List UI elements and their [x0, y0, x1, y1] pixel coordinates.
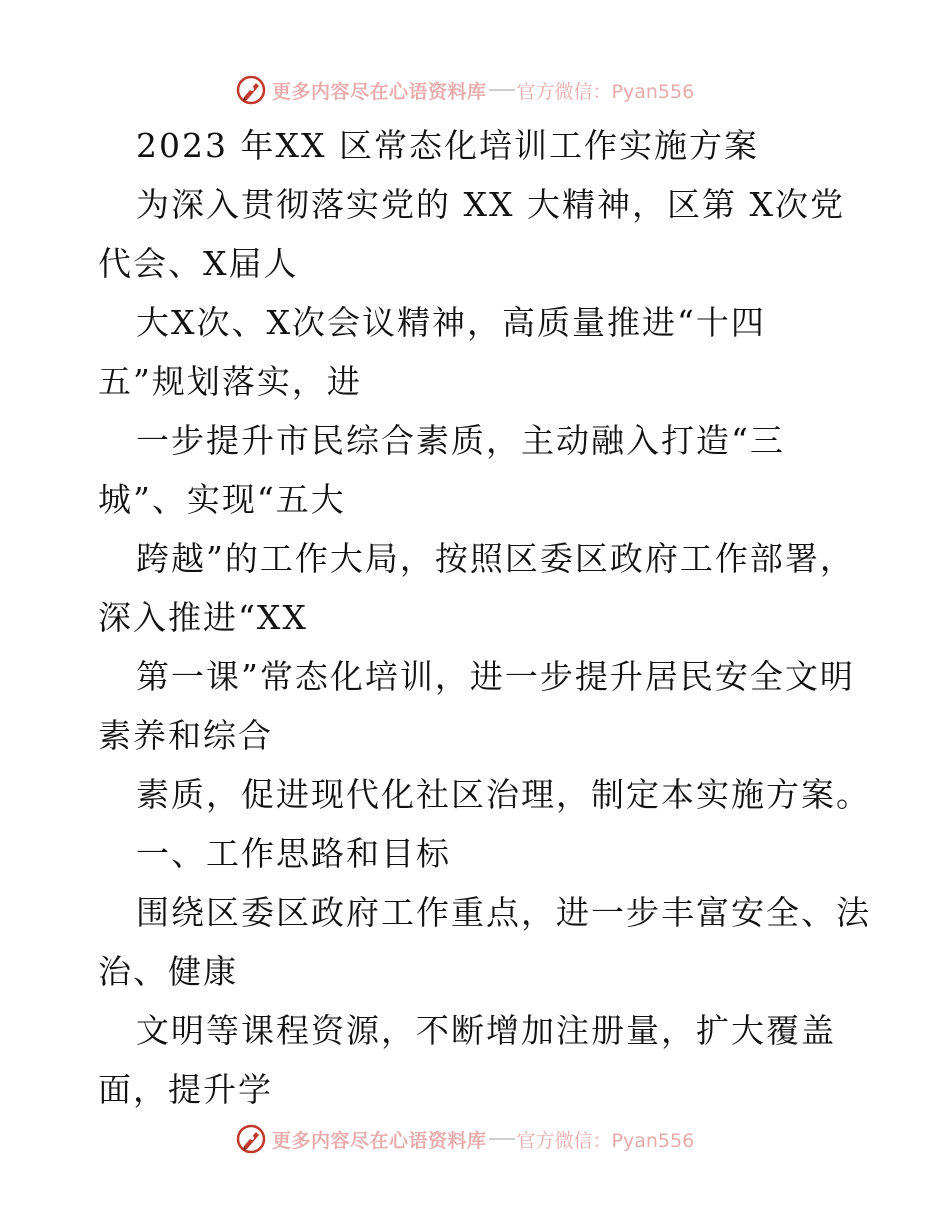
watermark-dash	[489, 1138, 515, 1140]
text-line: 素养和综合	[98, 716, 273, 755]
header-watermark	[236, 74, 694, 106]
text-line: 大X次、X次会议精神，高质量推进“十四	[136, 303, 766, 342]
text-line: 为深入贯彻落实党的 XX 大精神，区第 X次党	[136, 185, 845, 224]
text-line: 五”规划落实，进	[98, 362, 362, 401]
watermark-wechat-text: 官方微信：Pyan556	[516, 1129, 695, 1152]
text-line: 面，提升学	[98, 1070, 273, 1109]
pen-logo-icon	[236, 75, 266, 105]
text-line: 第一课”常态化培训，进一步提升居民安全文明	[136, 657, 855, 696]
pen-logo-icon	[236, 1124, 266, 1154]
text-line: 文明等课程资源，不断增加注册量，扩大覆盖	[136, 1011, 836, 1050]
watermark-dash	[489, 89, 515, 91]
text-line: 跨越”的工作大局，按照区委区政府工作部署，	[136, 539, 855, 578]
text-line: 深入推进“XX	[98, 598, 308, 637]
text-line: 素质，促进现代化社区治理，制定本实施方案。	[136, 775, 871, 814]
footer-watermark	[236, 1123, 694, 1155]
watermark-wechat-text: 官方微信：Pyan556	[516, 80, 695, 103]
text-line: 治、健康	[98, 952, 238, 991]
section-heading: 一、工作思路和目标	[136, 834, 451, 873]
watermark-site-text: 更多内容尽在心语资料库	[272, 80, 487, 103]
watermark-site-text: 更多内容尽在心语资料库	[272, 1129, 487, 1152]
text-line: 一步提升市民综合素质，主动融入打造“三	[136, 421, 785, 460]
text-line: 围绕区委区政府工作重点，进一步丰富安全、法	[136, 893, 871, 932]
text-line: 城”、实现“五大	[98, 480, 346, 519]
text-line: 代会、X届人	[98, 244, 299, 283]
document-title: 2023 年XX 区常态化培训工作实施方案	[136, 126, 759, 165]
